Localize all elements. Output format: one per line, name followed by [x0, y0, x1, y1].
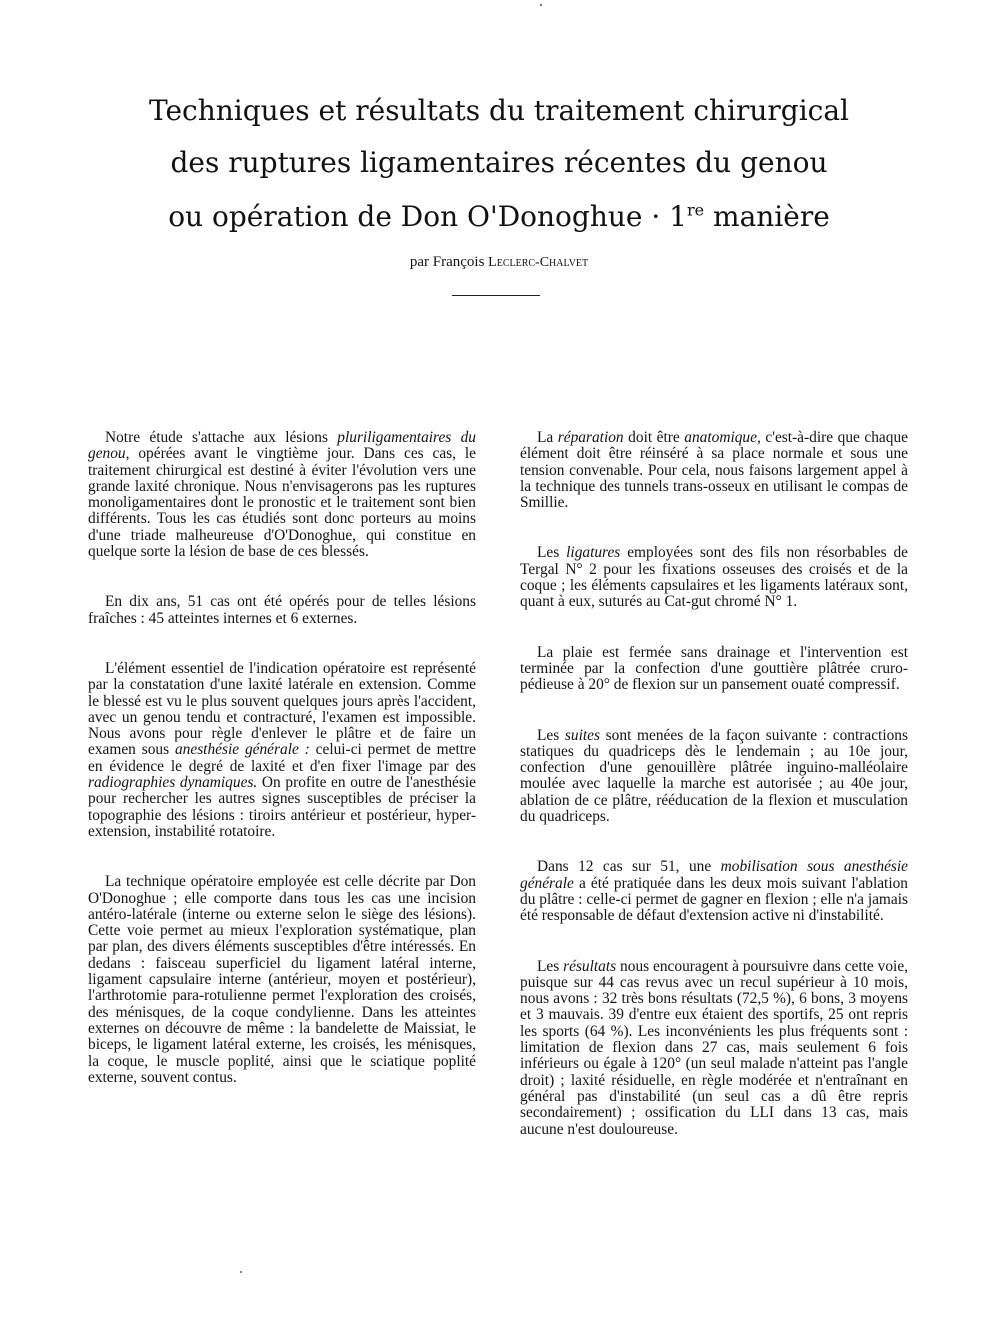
paragraph-text: La plaie est fermée sans drainage et l'intervention est terminée par la confection d'une gouttière plâtrée cruro-pédieuse à 20° de flexion sur un pansement ouaté compressif.: [520, 643, 908, 694]
title-ordinal: [669, 200, 704, 233]
italic-term: ligatures: [566, 544, 621, 562]
paragraph-text: sont menées de la façon suivante : contractions statiques du quadriceps dès le lendemain ; au 10e jour, confection d'une genouillère plâtrée inguino-malléolaire moulée avec laquelle la marche est autorisée ; au 40e jour, ablation de ce plâtre, rééducation de la flexion et musculation du quadriceps.: [520, 726, 908, 826]
right-column: [520, 430, 908, 1172]
italic-term: mobilisation sous anesthésie générale: [520, 858, 908, 892]
italic-term: suites: [564, 726, 600, 744]
title-divider: [452, 295, 540, 296]
paragraph-text: L'élément essentiel de l'indication opératoire est représenté par la constatation d'une laxité latérale en extension. Comme le blessé est vu le plus souvent quelques jours après l'accident, avec un genou tendu et contracturé, l'examen est impossible. Nous avons pour règle d'enlever le plâtre et de faire un examen sous: [88, 659, 476, 759]
article-title-line-3: [0, 200, 998, 234]
author-name: Leclerc-Chalvet: [488, 255, 589, 270]
byline-prefix: par François: [409, 254, 485, 270]
paragraph-text: Les: [537, 544, 567, 562]
italic-term: anesthésie générale :: [174, 741, 310, 759]
paragraph-text: Notre étude s'attache aux lésions: [105, 429, 338, 446]
title-ordinal-superscript: re: [687, 200, 705, 220]
italic-term: résultats: [563, 957, 617, 975]
right-paragraph-5: [520, 859, 908, 924]
byline: [0, 252, 998, 273]
paragraph-text: En dix ans, 51 cas ont été opérés pour de telles lésions fraîches : 45 atteintes internes et 6 externes.: [88, 593, 476, 627]
title-separator: ·: [651, 200, 661, 233]
title-line-3-end: manière: [713, 200, 830, 233]
paragraph-text: On profite en outre de l'anesthésie pour rechercher les autres signes susceptibles de préciser la topographie des lésions : tiroirs antérieur et postérieur, hyper-extension, instabilité rotatoire.: [88, 774, 476, 840]
article-title-line-2: des ruptures ligamentaires récentes du genou: [170, 146, 828, 179]
paragraph-text: celui-ci permet de mettre en évidence le degré de laxité et d'en fixer l'image par des: [88, 741, 476, 775]
title-ordinal-number: 1: [669, 200, 687, 233]
paragraph-text: La: [537, 429, 558, 446]
left-paragraph-1: [88, 430, 476, 560]
italic-term: réparation: [557, 429, 624, 446]
italic-term: pluriligamentaires du genou,: [88, 429, 476, 463]
right-paragraph-1: [520, 430, 908, 511]
paragraph-text: opérées avant le vingtième jour. Dans ces cas, le traitement chirurgical est destiné à éviter l'évolution vers une grande laxité chronique. Nous n'envisagerons pas les ruptures monoligamentaires dont le pronostic et le traitement sont bien différents. Tous les cas étudiés sont donc porteurs au moins d'une triade malheureuse d'O'Donoghue, qui constitue en quelque sorte la lésion de base de ces blessés.: [88, 445, 476, 561]
italic-term: radiographies dynamiques.: [88, 774, 258, 792]
paragraph-text: Dans 12 cas sur 51, une: [537, 858, 721, 876]
right-paragraph-2: [520, 545, 908, 610]
left-paragraph-4: [88, 874, 476, 1086]
scan-speck: [240, 1271, 242, 1273]
scan-speck: [540, 4, 542, 6]
paragraph-text: a été pratiquée dans les deux mois suivant l'ablation du plâtre : celle-ci permet de gagner en flexion ; elle n'a jamais été responsable de défaut d'extension active ni d'instabilité.: [520, 874, 908, 925]
paragraph-text: doit être: [623, 429, 685, 446]
right-paragraph-6: [520, 959, 908, 1138]
paragraph-text: Les: [537, 957, 564, 975]
article-title-line-1: Techniques et résultats du traitement chirurgical: [148, 94, 850, 127]
right-paragraph-4: [520, 728, 908, 826]
left-paragraph-2: [88, 594, 476, 627]
paragraph-text: nous encouragent à poursuivre dans cette voie, puisque sur 44 cas revus avec un recul supérieur à 10 mois, nous avons : 32 très bons résultats (72,5 %), 6 bons, 3 moyens et 3 mauvais. 39 d'entre eux étaient des sportifs, 25 ont repris les sports (64 %). Les inconvénients les plus fréquents sont : limitation de flexion dans 27 cas, mais seulement 6 fois inférieurs ou égale à 120° (un seul malade n'atteint pas l'angle droit) ; laxité résiduelle, en règle modérée et n'entraînant en général pas d'instabilité (un seul cas a dû être repris secondairement) ; ossification du LLI dans 13 cas, mais aucune n'est douloureuse.: [520, 957, 908, 1138]
left-paragraph-3: [88, 661, 476, 840]
right-paragraph-3: [520, 645, 908, 694]
left-column: [88, 430, 476, 1120]
paragraph-text: employées sont des fils non résorbables de Tergal N° 2 pour les fixations osseuses des croisés et de la coque ; les éléments capsulaires et les ligaments latéraux sont, quant à eux, suturés au Cat-gut chromé N° 1.: [520, 544, 908, 611]
title-line-3-text: ou opération de Don O'Donoghue: [168, 200, 643, 233]
paragraph-text: c'est-à-dire que chaque élément doit être réinséré à sa place normale et sous une tension convenable. Pour cela, nous faisons largement appel à la technique des tunnels trans-osseux en utilisant le compas de Smillie.: [520, 429, 908, 512]
paragraph-text: La technique opératoire employée est celle décrite par Don O'Donoghue ; elle comporte dans tous les cas une incision antéro-latérale (interne ou externe selon le siège des lésions). Cette voie permet au mieux l'exploration systématique, plan par plan, des divers éléments susceptibles d'être intéressés. En dedans : faisceau superficiel du ligament latéral interne, ligament capsulaire interne (antérieur, moyen et postérieur), l'arthrotomie para-rotulienne permet l'exploration des croisés, des ménisques, de la coque condylienne. Dans les atteintes externes on découvre de même : la bandelette de Maissiat, le biceps, le ligament latéral externe, les croisés, les ménisques, la coque, le muscle poplité, ainsi que le sciatique poplité externe, souvent contus.: [88, 873, 476, 1086]
paragraph-text: Les: [537, 726, 565, 744]
italic-term: anatomique,: [684, 429, 761, 446]
